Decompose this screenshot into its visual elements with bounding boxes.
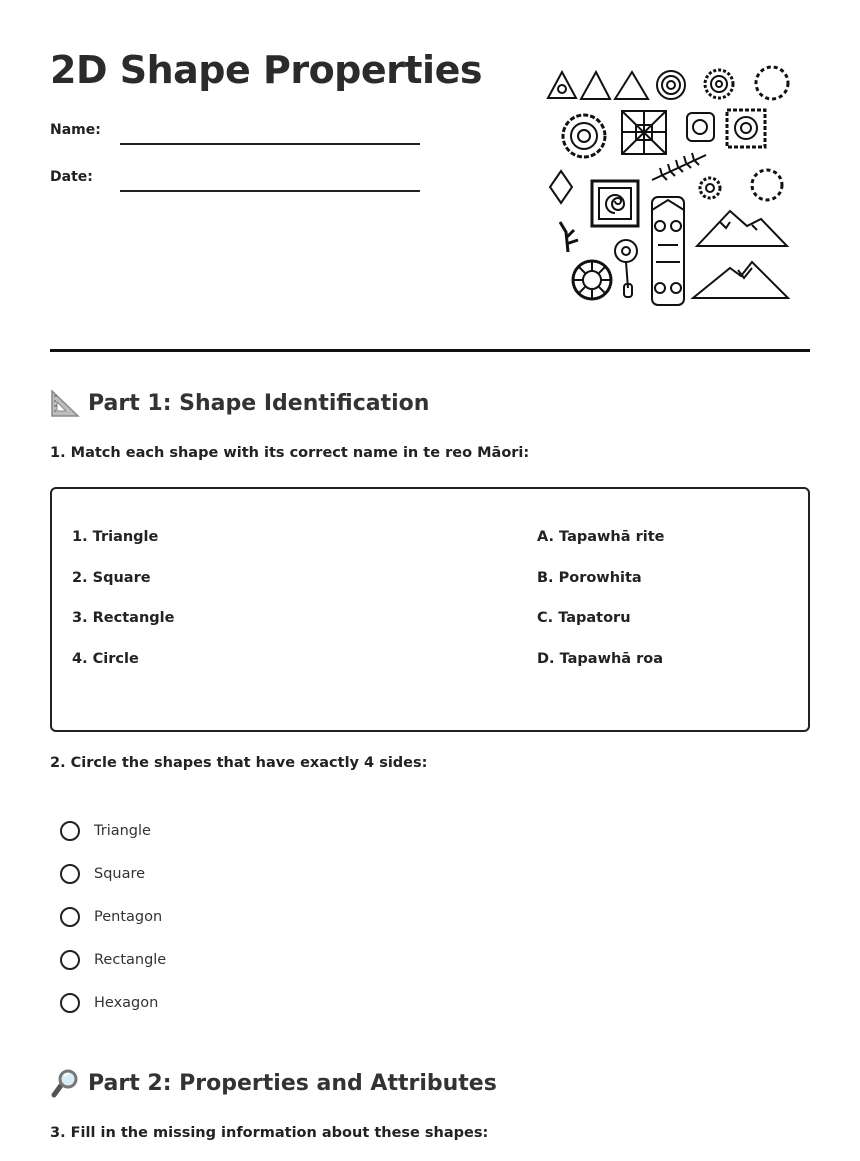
match-right-item: C. Tapatoru — [537, 610, 631, 626]
matching-box — [50, 487, 810, 732]
option-label: Triangle — [94, 823, 151, 839]
option-radio[interactable] — [60, 950, 80, 970]
option-label: Square — [94, 866, 146, 882]
triangle-dot-motif — [548, 72, 576, 98]
part1-heading — [50, 388, 429, 418]
match-left-item: 2. Square — [72, 570, 151, 586]
match-left-item: 1. Triangle — [72, 529, 159, 545]
option-pentagon[interactable] — [60, 907, 162, 927]
name-field[interactable] — [120, 143, 420, 145]
option-label: Pentagon — [94, 909, 163, 925]
sun-motif — [705, 70, 733, 98]
part2-heading — [50, 1068, 497, 1098]
match-right-item: D. Tapawhā roa — [537, 651, 664, 667]
option-radio[interactable] — [60, 907, 80, 927]
option-rectangle[interactable] — [60, 950, 166, 970]
coral-branch-motif — [560, 222, 578, 252]
option-label: Rectangle — [94, 952, 167, 968]
match-right-item: B. Porowhita — [537, 570, 642, 586]
set-square-icon — [50, 388, 80, 418]
triangle-motif — [615, 72, 648, 99]
koru-square-motif — [592, 181, 638, 226]
header-divider — [50, 349, 810, 352]
option-square[interactable] — [60, 864, 145, 884]
spiral-circle-motif — [657, 71, 685, 99]
tiki-carving-motif — [652, 197, 684, 305]
maori-pattern-clipart — [540, 60, 800, 310]
part1-heading-text: Part 1: Shape Identification — [88, 390, 430, 416]
dotted-ring-motif — [752, 170, 782, 200]
fern-frond-motif — [652, 153, 706, 180]
dotted-circle-motif — [756, 67, 788, 99]
worksheet-title: 2D Shape Properties — [50, 48, 482, 92]
option-radio[interactable] — [60, 821, 80, 841]
target-circle-motif — [563, 115, 605, 157]
match-right-item: A. Tapawhā rite — [537, 529, 665, 545]
key-pendant-motif — [615, 240, 637, 297]
diamond-motif — [550, 171, 572, 203]
mountain-motif — [693, 262, 788, 298]
option-label: Hexagon — [94, 995, 159, 1011]
option-hexagon[interactable] — [60, 993, 158, 1013]
question-2-prompt: 2. Circle the shapes that have exactly 4 sides: — [50, 755, 428, 771]
date-label: Date: — [50, 169, 93, 185]
match-left-item: 3. Rectangle — [72, 610, 175, 626]
patterned-square-motif — [727, 110, 765, 147]
part2-heading-text: Part 2: Properties and Attributes — [88, 1070, 497, 1096]
match-left-item: 4. Circle — [72, 651, 139, 667]
square-cross-motif — [622, 111, 666, 154]
small-sun-motif — [700, 178, 720, 198]
rounded-square-motif — [687, 113, 714, 141]
wheel-motif — [573, 261, 611, 299]
option-radio[interactable] — [60, 993, 80, 1013]
triangle-motif — [581, 72, 610, 99]
option-triangle[interactable] — [60, 821, 151, 841]
question-1-prompt: 1. Match each shape with its correct name in te reo Māori: — [50, 445, 530, 461]
option-radio[interactable] — [60, 864, 80, 884]
mountain-motif — [697, 211, 787, 246]
name-label: Name: — [50, 122, 101, 138]
magnifying-glass-icon — [50, 1068, 80, 1098]
date-field[interactable] — [120, 190, 420, 192]
question-3-prompt: 3. Fill in the missing information about these shapes: — [50, 1125, 489, 1141]
